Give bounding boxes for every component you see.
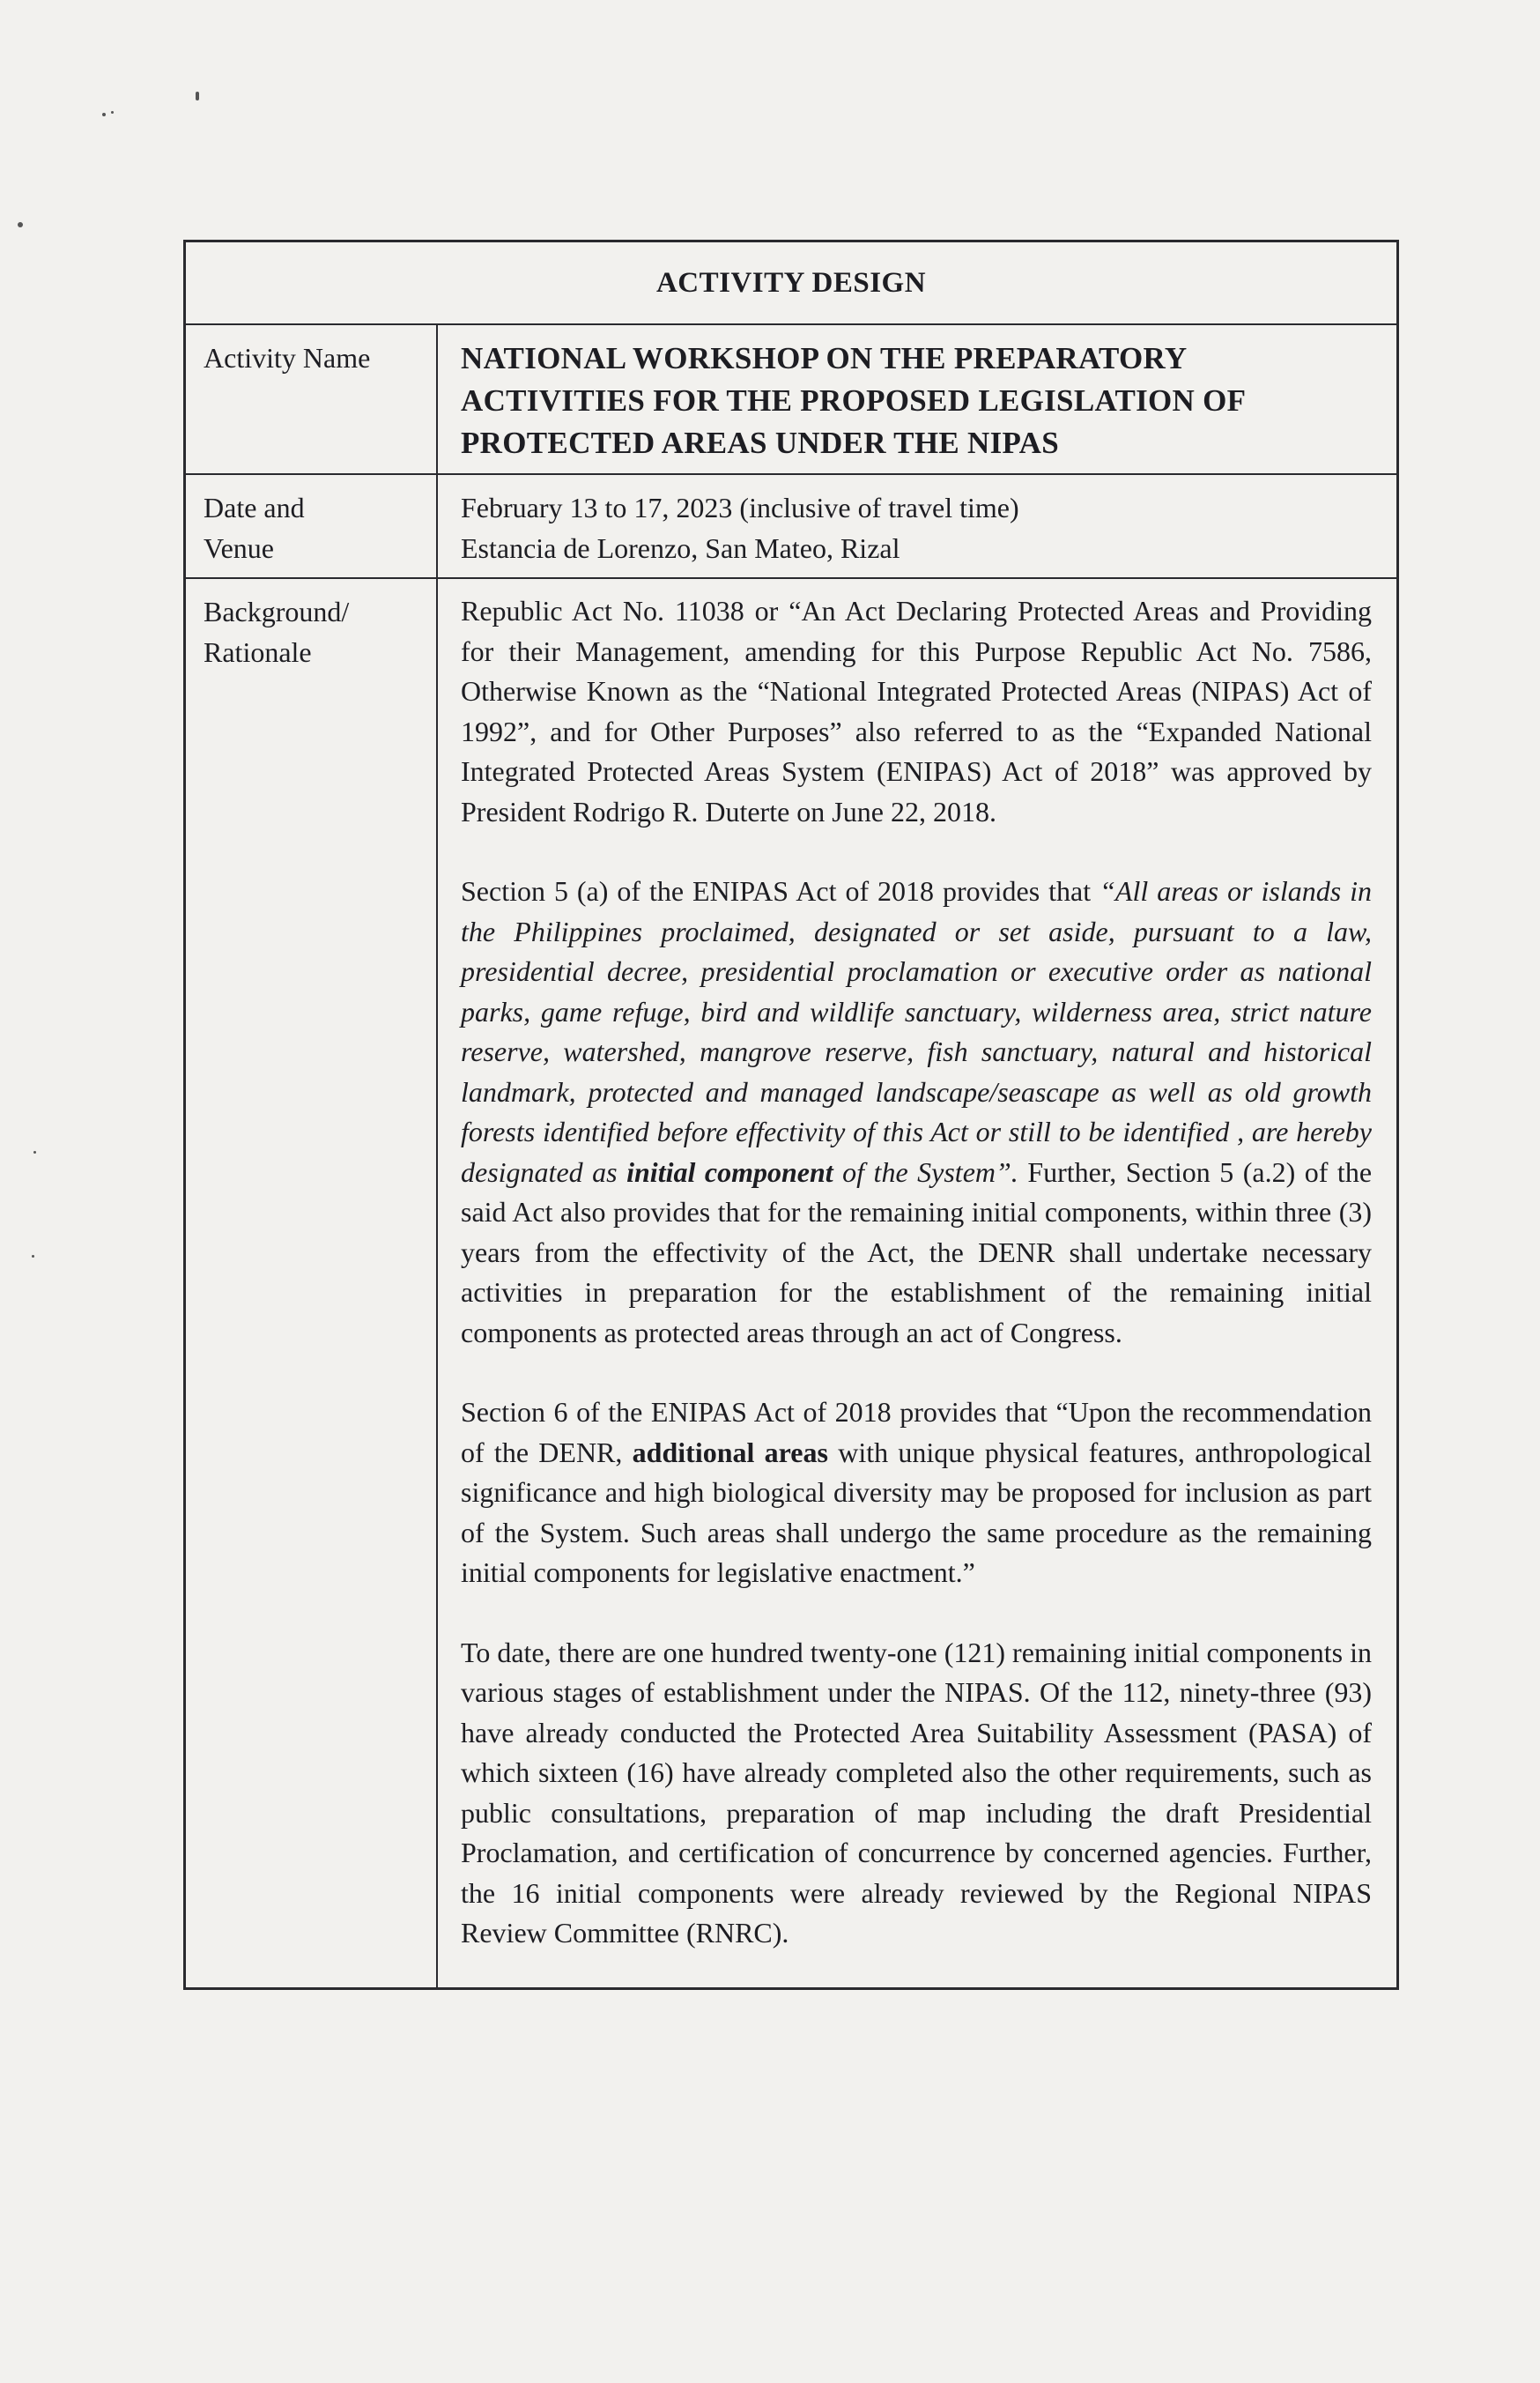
date-venue-label: [185, 474, 438, 578]
activity-date: February 13 to 17, 2023 (inclusive of travel time): [461, 492, 1019, 523]
scan-speck: [33, 1151, 36, 1154]
activity-venue: Estancia de Lorenzo, San Mateo, Rizal: [461, 532, 900, 564]
scan-speck: [111, 111, 114, 114]
scan-speck: [18, 222, 23, 227]
background-paragraph-1: Republic Act No. 11038 or “An Act Declaring Protected Areas and Providing for their Management, amending for this Purpose Republic Act No. 7586, Otherwise Known as the “National Integrated Protected Areas (NIPAS) Act of 1992”, and for Other Purposes” also referred to as the “Expanded National Integrated Protected Areas System (ENIPAS) Act of 2018” was approved by President Rodrigo R. Duterte on June 22, 2018.: [461, 595, 1372, 828]
date-venue-label-line2: Venue: [204, 532, 274, 564]
p3-rest: with unique physical features, anthropological significance and high biological diversity may be proposed for inclusion as part of the System. Such areas shall undergo the same procedure as the remaining initial components for legislative enactment.”: [461, 1436, 1373, 1588]
background-label-line1: Background/: [204, 596, 350, 627]
title-row: [185, 241, 1398, 325]
p3-intro: Section 6 of the ENIPAS Act of 2018 provides that “Upon the recommendation of the DENR,: [461, 1396, 1372, 1468]
p2-bold-term: initial component: [626, 1155, 833, 1188]
p2-intro: Section 5 (a) of the ENIPAS Act of 2018 provides that: [461, 875, 1100, 907]
background-row: [185, 578, 1398, 1988]
background-label: [185, 578, 438, 1988]
background-label-line2: Rationale: [204, 636, 312, 668]
p3-bold-term: additional areas: [632, 1436, 828, 1468]
activity-name-row: [185, 324, 1398, 474]
background-content: [437, 578, 1398, 1988]
scan-speck: [196, 92, 199, 100]
p2-quote: [461, 875, 1372, 1188]
background-paragraph-2: [461, 872, 1372, 1353]
p2-quote-end: of the System”.: [833, 1155, 1018, 1188]
date-venue-row: [185, 474, 1398, 578]
scan-speck: [32, 1255, 34, 1258]
background-paragraph-3: [461, 1392, 1372, 1593]
activity-design-table: [183, 240, 1399, 1990]
document-title: ACTIVITY DESIGN: [185, 241, 1398, 325]
scan-speck: [102, 113, 106, 116]
p2-rest: Further, Section 5 (a.2) of the said Act also provides that for the remaining initial components, within three (3) years from the effectivity of the Act, the DENR shall undertake necessary activities in preparation for the establishment of the remaining initial components as protected areas through an act of Congress.: [461, 1155, 1373, 1348]
background-paragraph-4: To date, there are one hundred twenty-one (121) remaining initial components in various stages of establishment under the NIPAS. Of the 112, ninety-three (93) have already conducted the Protected Area Suitability Assessment (PASA) of which sixteen (16) have already completed also the other requirements, such as public consultations, preparation of map including the draft Presidential Proclamation, and certification of concurrence by concerned agencies. Further, the 16 initial components were already reviewed by the Regional NIPAS Review Committee (RNRC).: [461, 1636, 1372, 1949]
p2-quote-text: “All areas or islands in the Philippines proclaimed, designated or set aside, pursuant to a law, presidential decree, presidential proclamation or executive order as national parks, game refuge, bird and wildlife sanctuary, wilderness area, strict nature reserve, watershed, mangrove reserve, fish sanctuary, natural and historical landmark, protected and managed landscape/seascape as well as old growth forests identified before effectivity of this Act or still to be identified , are hereby designated as: [461, 875, 1373, 1188]
date-venue-value: [437, 474, 1398, 578]
date-venue-label-line1: Date and: [204, 492, 305, 523]
activity-name-label: Activity Name: [185, 324, 438, 474]
activity-name-value: NATIONAL WORKSHOP ON THE PREPARATORY ACTIVITIES FOR THE PROPOSED LEGISLATION OF PROTECTED AREAS UNDER THE NIPAS: [437, 324, 1398, 474]
